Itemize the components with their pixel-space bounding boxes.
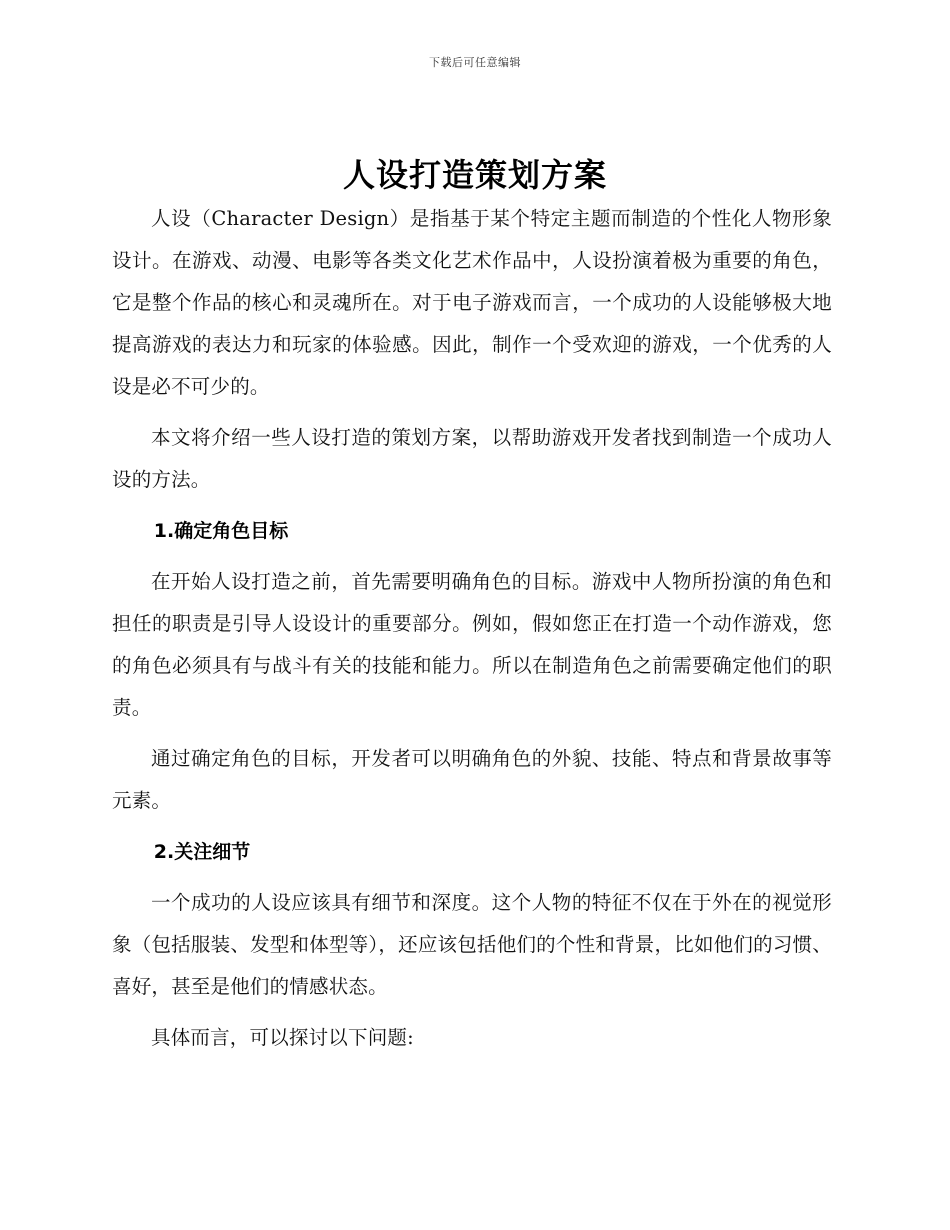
- document-title: 人设打造策划方案: [342, 156, 607, 194]
- section-paragraph: 一个成功的人设应该具有细节和深度。这个人物的特征不仅在于外在的视觉形象（包括服装、发型和体型等），还应该包括他们的个性和背景，比如他们的习惯、喜好，甚至是他们的情感状态。: [112, 891, 832, 998]
- document-body: [112, 198, 832, 1068]
- intro-paragraph: 本文将介绍一些人设打造的策划方案，以帮助游戏开发者找到制造一个成功人设的方法。: [112, 426, 832, 491]
- section-heading: 1.确定角色目标: [153, 520, 289, 542]
- section-paragraph: 通过确定角色的目标，开发者可以明确角色的外貌、技能、特点和背景故事等元素。: [112, 747, 832, 812]
- intro-paragraph: 人设（Character Design）是指基于某个特定主题而制造的个性化人物形象设计。在游戏、动漫、电影等各类文化艺术作品中，人设扮演着极为重要的角色，它是整个作品的核心和灵魂所在。对于电子游戏而言，一个成功的人设能够极大地提高游戏的表达力和玩家的体验感。因此，制作一个受欢迎的游戏，一个优秀的人设是必不可少的。: [112, 207, 832, 398]
- section-paragraph: 在开始人设打造之前，首先需要明确角色的目标。游戏中人物所扮演的角色和担任的职责是引导人设设计的重要部分。例如，假如您正在打造一个动作游戏，您的角色必须具有与战斗有关的技能和能力。所以在制造角色之前需要确定他们的职责。: [112, 570, 832, 719]
- section-focus-on-details: [112, 831, 832, 1059]
- section-paragraph: 具体而言，可以探讨以下问题:: [151, 1026, 414, 1049]
- header-note: 下载后可任意编辑: [429, 56, 521, 69]
- section-determine-role-goals: [112, 510, 832, 822]
- section-heading: 2.关注细节: [153, 841, 251, 863]
